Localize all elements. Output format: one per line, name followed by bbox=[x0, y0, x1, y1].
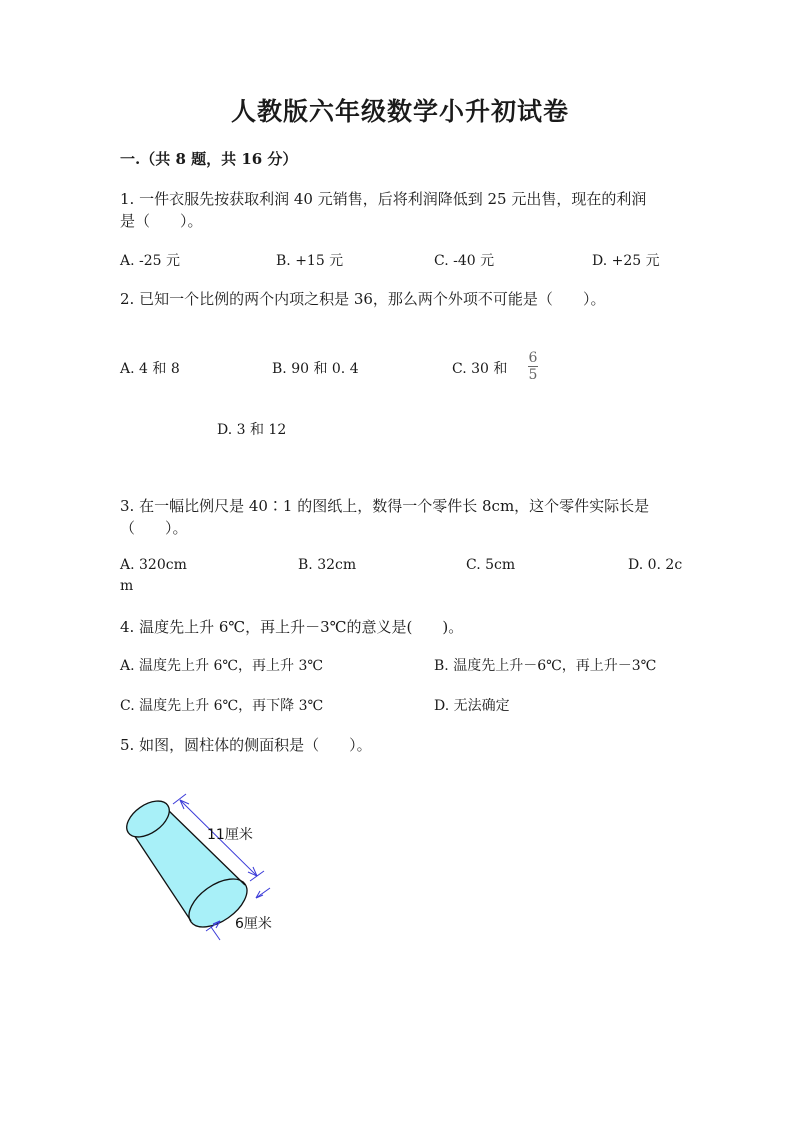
question-4-option-a: A. 温度先上升 6℃，再上升 3℃ bbox=[120, 658, 324, 674]
question-3-line-2: （ ）。 bbox=[120, 519, 188, 537]
question-2-option-b: B. 90 和 0. 4 bbox=[272, 361, 359, 377]
question-2-option-a: A. 4 和 8 bbox=[120, 361, 180, 377]
section-heading: 一.（共 8 题，共 16 分） bbox=[120, 150, 298, 168]
question-4-option-b: B. 温度先上升－6℃，再上升－3℃ bbox=[434, 658, 657, 674]
diameter-label: 6厘米 bbox=[235, 916, 272, 932]
question-5-text: 5. 如图，圆柱体的侧面积是（ ）。 bbox=[120, 736, 372, 754]
question-3-option-b: B. 32cm bbox=[298, 557, 357, 573]
question-1-option-d: D. +25 元 bbox=[592, 253, 660, 269]
question-3-line-1: 3. 在一幅比例尺是 40∶1 的图纸上，数得一个零件长 8cm，这个零件实际长是 bbox=[120, 497, 650, 515]
question-3-option-d: D. 0. 2c bbox=[628, 557, 683, 573]
question-1-line-2: 是（ ）。 bbox=[120, 212, 203, 230]
question-3-option-c: C. 5cm bbox=[466, 557, 516, 573]
question-4-text: 4. 温度先上升 6℃，再上升－3℃的意义是( )。 bbox=[120, 618, 464, 636]
question-3-option-a: A. 320cm bbox=[120, 557, 187, 573]
question-2-text: 2. 已知一个比例的两个内项之积是 36，那么两个外项不可能是（ ）。 bbox=[120, 290, 606, 308]
length-label: 11厘米 bbox=[207, 827, 253, 843]
question-1-line-1: 1. 一件衣服先按获取利润 40 元销售，后将利润降低到 25 元出售，现在的利润 bbox=[120, 190, 647, 208]
question-2-option-d: D. 3 和 12 bbox=[217, 422, 287, 438]
page-title: 人教版六年级数学小升初试卷 bbox=[230, 97, 569, 126]
question-2-option-c: C. 30 和 bbox=[452, 361, 508, 377]
fraction-numerator: 6 bbox=[528, 350, 538, 366]
question-3-option-d-wrap: m bbox=[120, 578, 134, 594]
question-1-option-a: A. -25 元 bbox=[120, 253, 181, 269]
question-2-fraction bbox=[528, 351, 538, 382]
question-4-option-d: D. 无法确定 bbox=[434, 698, 510, 714]
question-1-option-b: B. +15 元 bbox=[276, 253, 344, 269]
cylinder-figure bbox=[110, 780, 310, 965]
fraction-denominator: 5 bbox=[528, 367, 538, 383]
question-4-option-c: C. 温度先上升 6℃，再下降 3℃ bbox=[120, 698, 324, 714]
question-1-option-c: C. -40 元 bbox=[434, 253, 495, 269]
